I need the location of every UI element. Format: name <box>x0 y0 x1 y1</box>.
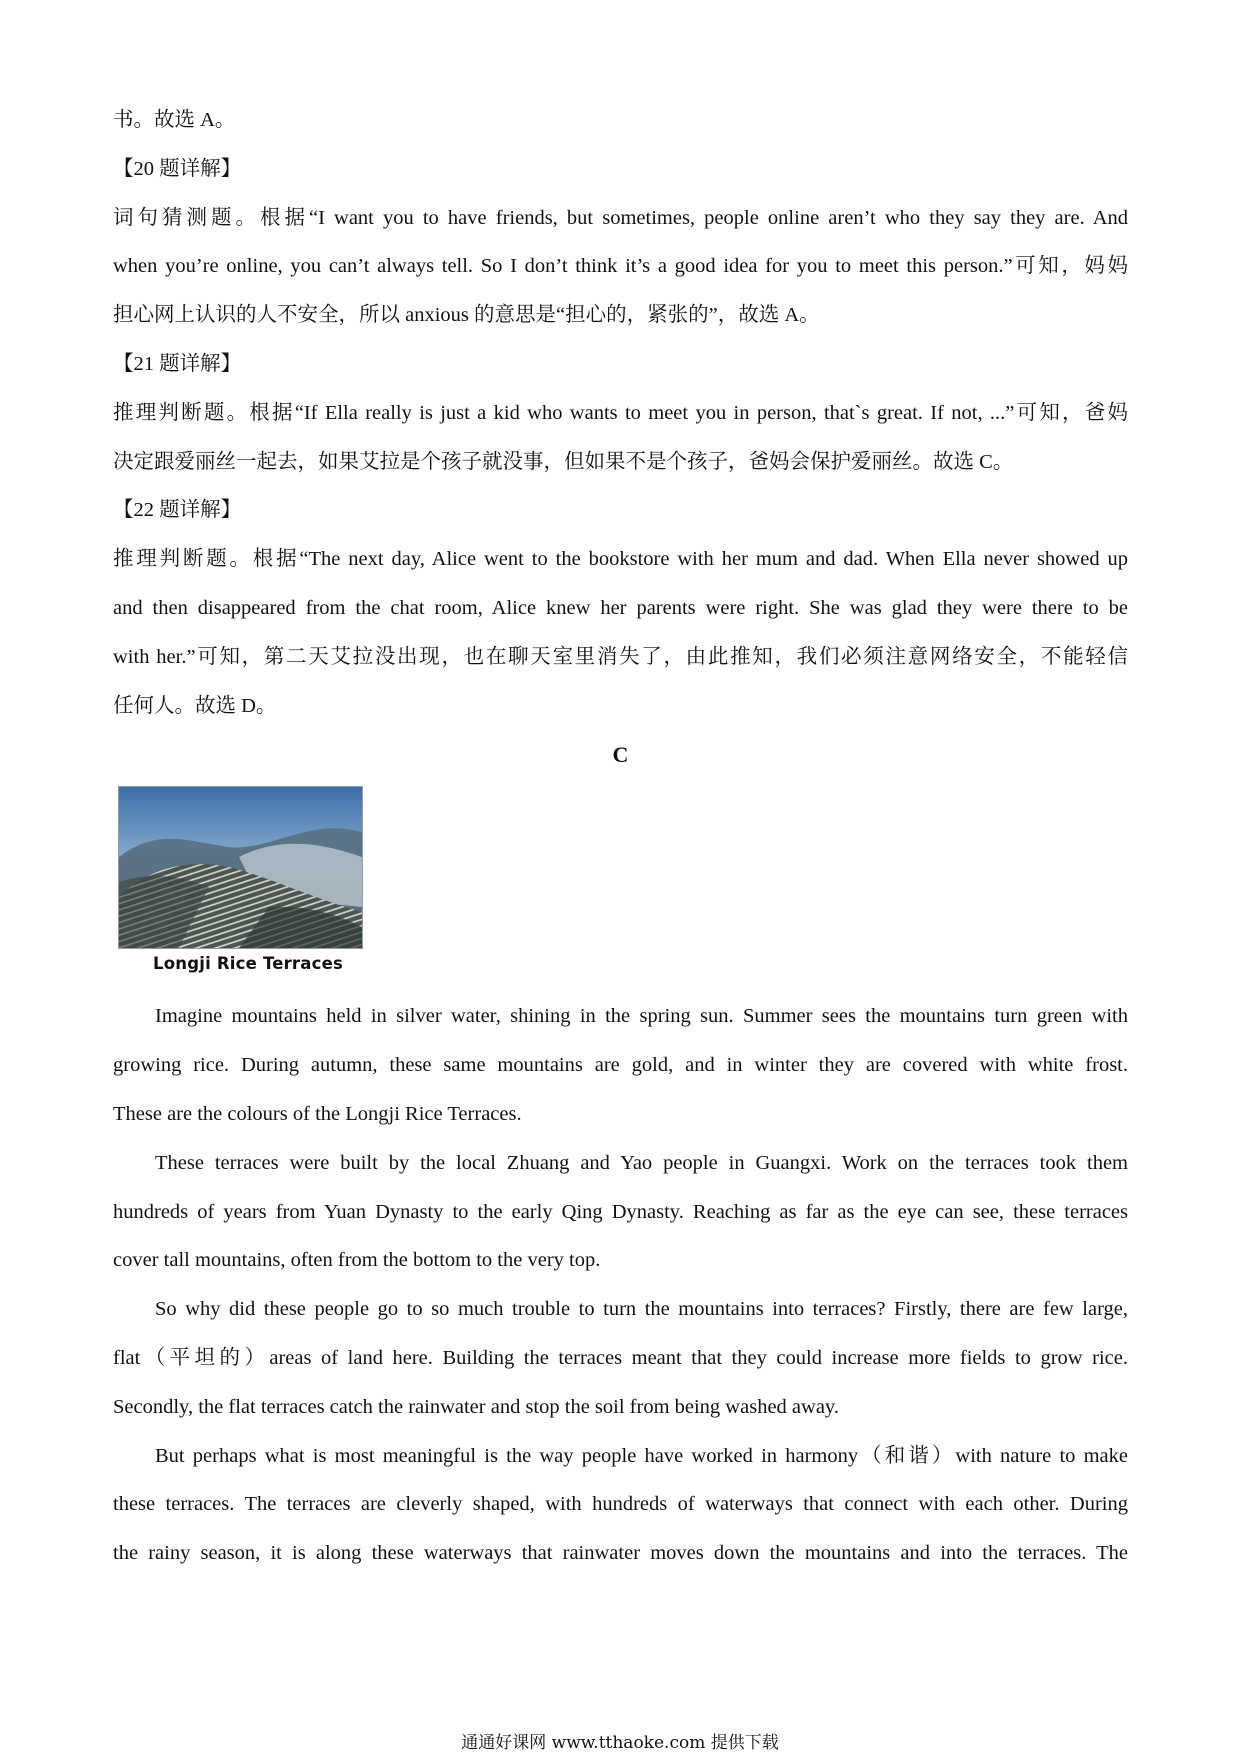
passage-line: these terraces. The terraces are cleverly shaped, with hundreds of waterways that connect with each other. During <box>113 1493 1128 1516</box>
passage-line: hundreds of years from Yuan Dynasty to the early Qing Dynasty. Reaching as far as the eye can see, these terraces <box>113 1200 1128 1223</box>
text-line: 推理判断题。根据“The next day, Alice went to the bookstore with her mum and dad. When Ella never showed up <box>113 548 1128 571</box>
passage-line: Secondly, the flat terraces catch the rainwater and stop the soil from being washed away. <box>113 1395 839 1418</box>
text-line: 任何人。故选 D。 <box>113 694 277 717</box>
text-line: 推理判断题。根据“If Ella really is just a kid who wants to meet you in person, that`s great. If not, ...”可知，爸妈 <box>113 401 1128 424</box>
passage-line: cover tall mountains, often from the bottom to the very top. <box>113 1249 601 1272</box>
passage-line: growing rice. During autumn, these same mountains are gold, and in winter they are covered with white frost. <box>113 1054 1128 1077</box>
passage-line: Imagine mountains held in silver water, shining in the spring sun. Summer sees the mountains turn green with <box>155 1005 1128 1028</box>
rice-terraces-photo <box>118 786 363 949</box>
figure-caption: Longji Rice Terraces <box>153 954 343 974</box>
document-page <box>113 96 1128 1578</box>
text-line: 书。故选 A。 <box>113 109 236 131</box>
question-heading-21: 【21 题详解】 <box>113 352 242 375</box>
text-line: 担心网上认识的人不安全，所以 anxious 的意思是“担心的，紧张的”，故选 A。 <box>113 304 820 327</box>
passage-line: So why did these people go to so much trouble to turn the mountains into terraces? Firstly, there are few large, <box>155 1298 1128 1321</box>
passage-line: These are the colours of the Longji Rice Terraces. <box>113 1102 522 1125</box>
text-line: 决定跟爱丽丝一起去，如果艾拉是个孩子就没事，但如果不是个孩子，爸妈会保护爱丽丝。故选 C。 <box>113 450 1014 473</box>
question-heading-22: 【22 题详解】 <box>113 499 242 522</box>
passage-line: These terraces were built by the local Zhuang and Yao people in Guangxi. Work on the terraces took them <box>155 1151 1128 1174</box>
text-line: with her.”可知，第二天艾拉没出现，也在聊天室里消失了，由此推知，我们必须注意网络安全，不能轻信 <box>113 645 1128 668</box>
passage-line: flat（平坦的）areas of land here. Building the terraces meant that they could increase more fields to grow rice. <box>113 1346 1128 1369</box>
text-line: and then disappeared from the chat room, Alice knew her parents were right. She was glad they were there to be <box>113 596 1128 619</box>
page-footer: 通通好课网 www.tthaoke.com 提供下载 <box>461 1733 779 1753</box>
passage-line: But perhaps what is most meaningful is the way people have worked in harmony（和谐）with nature to make <box>155 1444 1128 1467</box>
text-line: 词句猜测题。根据“I want you to have friends, but sometimes, people online aren’t who they say they are. And <box>113 206 1128 229</box>
section-heading: C <box>612 742 629 768</box>
text-line: when you’re online, you can’t always tell. So I don’t think it’s a good idea for you to meet this person.”可知，妈妈 <box>113 255 1128 278</box>
question-heading-20: 【20 题详解】 <box>113 157 242 180</box>
terraces-figure <box>118 786 368 986</box>
passage-line: the rainy season, it is along these waterways that rainwater moves down the mountains and into the terraces. The <box>113 1542 1128 1565</box>
